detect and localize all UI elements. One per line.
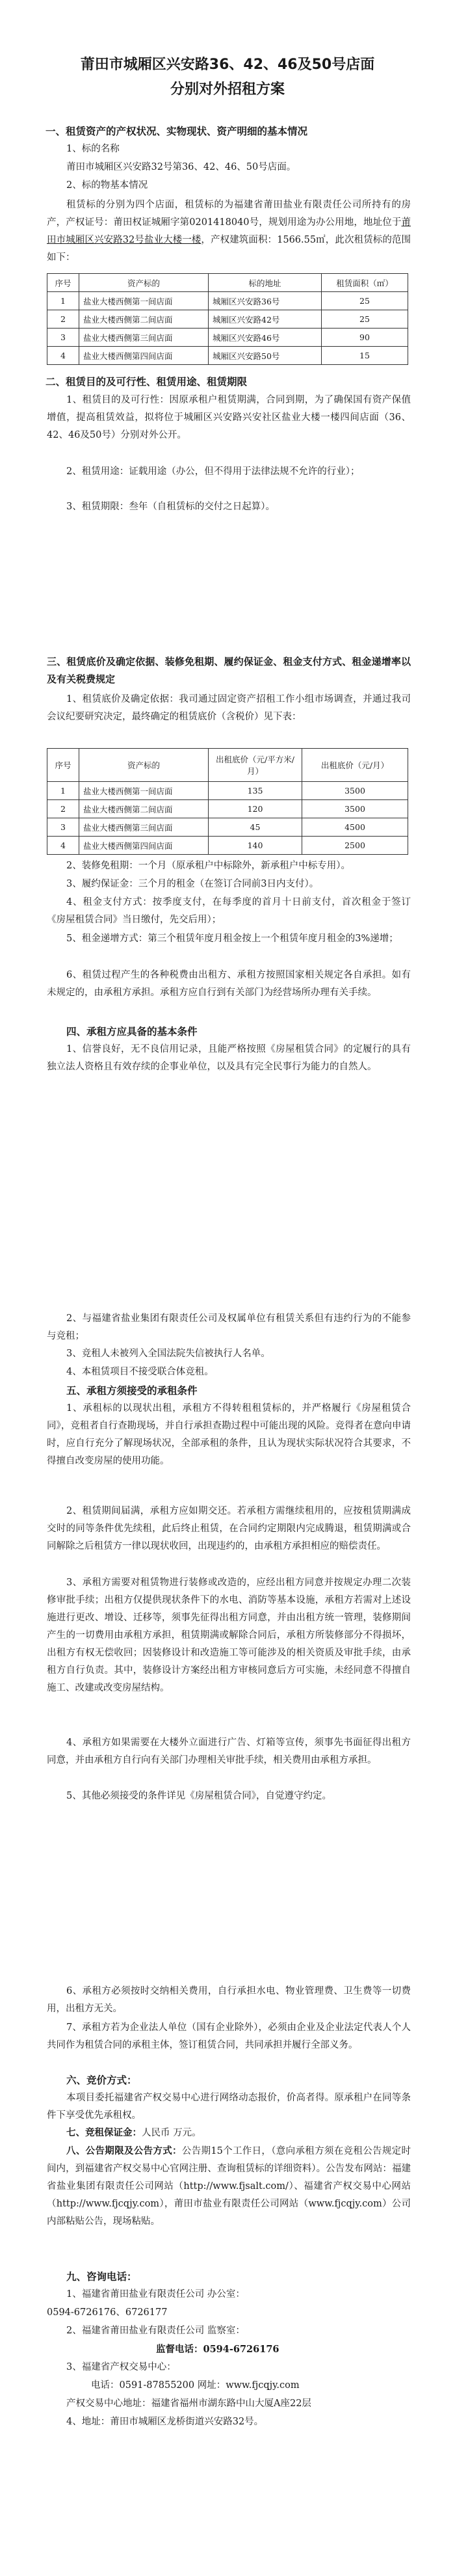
section-8-text: 八、公告期限及公告方式：公告期15个工作日，（意向承租方须在竞租公告规定时间内，到福建省产权交易中心官网注册、查询租赁标的详细资料）。公告发布网站：福建省盐业集团有限责任公司网站（http://www.fjsalt.com/）、福建省产权交易中心网站（http://www.fjcqjy.com），莆田市盐业有限责任公司网站（www.fjcqjy.com）公司内部粘贴公告，现场粘贴。 bbox=[47, 2146, 411, 2227]
table-row: 2 盐业大楼西侧第二间店面 城厢区兴安路42号 25 bbox=[47, 310, 408, 329]
contact-2: 2、福建省莆田盐业有限责任公司 监察室： bbox=[66, 2326, 245, 2336]
asset-table bbox=[47, 273, 408, 365]
section-1-sub-1: 1、标的名称 bbox=[66, 144, 120, 154]
section-3-heading: 三、租赁底价及确定依据、装修免租期、履约保证金、租金支付方式、租金递增率以及有关税费规定 bbox=[47, 656, 411, 685]
section-4-text-4: 4、本租赁项目不接受联合体竞租。 bbox=[66, 1367, 214, 1377]
contact-1-phone: 0594-6726176、6726177 bbox=[47, 2307, 168, 2318]
section-5-heading: 五、承租方须接受的承租条件 bbox=[66, 1385, 198, 1397]
section-3-text-1: 1、租赁底价及确定依据：我司通过固定资产招租工作小组市场调查，并通过我司会议纪要研究决定，最终确定的租赁底价（含税价）见下表： bbox=[47, 694, 411, 722]
section-4-text-3: 3、竞租人未被列入全国法院失信被执行人名单。 bbox=[66, 1348, 270, 1359]
document-title-line-2: 分别对外招租方案 bbox=[170, 81, 285, 98]
section-1-text-1: 莆田市城厢区兴安路32号第36、42、46、50号店面。 bbox=[66, 162, 296, 172]
section-3-text-5: 5、租金递增方式：第三个租赁年度月租金按上一个租赁年度月租金的3%递增； bbox=[66, 933, 398, 944]
section-1-text-2: 租赁标的分别为四个店面，租赁标的为福建省莆田盐业有限责任公司所持有的房产，产权证号：莆田权证城厢字第0201418040号，规划用途为办公用地，地址位于莆田市城厢区兴安路32号盐业大楼一楼，产权建筑面积：1566.55㎡，此次租赁标的范围如下： bbox=[47, 200, 411, 263]
section-2-text-1: 1、租赁目的及可行性：因原承租户租赁期满，合同到期，为了确保国有资产保值增值，提高租赁效益，拟将位于城厢区兴安路兴安社区盐业大楼一楼四间店面（36、42、46及50号）分别对外公开。 bbox=[47, 395, 411, 440]
section-3-text-4: 4、租金支付方式：按季度支付，在每季度的首月十日前支付，首次租金于签订《房屋租赁合同》当日缴付，先交后用）； bbox=[47, 897, 411, 925]
contact-4: 4、地址：莆田市城厢区龙桥街道兴安路32号。 bbox=[66, 2417, 264, 2427]
section-5-text-7: 7、承租方若为企业法人单位（国有企业除外），必须由企业及企业法定代表人个人共同作为租赁合同的承租主体，签订租赁合同，共同承担并履行全部义务。 bbox=[47, 2022, 411, 2050]
section-4-text-1: 1、信誉良好，无不良信用记录，且能严格按照《房屋租赁合同》的定履行的具有独立法人资格且有效存续的企事业单位，以及具有完全民事行为能力的自然人。 bbox=[47, 1044, 411, 1072]
section-4-text-2: 2、与福建省盐业集团有限责任公司及权属单位有租赁关系但有违约行为的不能参与竞租； bbox=[47, 1313, 411, 1341]
section-5-text-1: 1、承租标的以现状出租，承租方不得转租租赁标的，并严格履行《房屋租赁合同》，竞租者自行查勘现场，并自行承担查勘过程中可能出现的风险。竞得者在意向申请时，应自行充分了解现场状况，全部承租的条件，且认为现状实际状况符合其要求，不得擅自改变房屋的使用功能。 bbox=[47, 1403, 411, 1466]
table-row: 4 盐业大楼西侧第四间店面 140 2500 bbox=[47, 837, 408, 855]
section-2-text-3: 3、租赁期限：叁年（自租赁标的交付之日起算）。 bbox=[66, 502, 275, 512]
table-row: 3 盐业大楼西侧第三间店面 城厢区兴安路46号 90 bbox=[47, 329, 408, 347]
section-5-text-4: 4、承租方如果需要在大楼外立面进行广告、灯箱等宣传，须事先书面征得出租方同意，并由承租方自行向有关部门办理相关审批手续，相关费用由承租方承担。 bbox=[47, 1737, 411, 1765]
contact-3: 3、福建省产权交易中心： bbox=[66, 2362, 176, 2372]
section-7-heading: 七、竞租保证金： bbox=[66, 2128, 142, 2138]
table-row: 1 盐业大楼西侧第一间店面 城厢区兴安路36号 25 bbox=[47, 292, 408, 310]
section-1-sub-2: 2、标的物基本情况 bbox=[66, 180, 148, 191]
contact-3-address: 产权交易中心地址：福建省福州市湖东路中山大厦A座22层 bbox=[66, 2398, 311, 2409]
asset-table-header: 序号 资产标的 标的地址 租赁面积（㎡） bbox=[47, 274, 408, 292]
section-7-line bbox=[66, 2125, 202, 2142]
section-7-text: 人民币 万元。 bbox=[142, 2128, 202, 2138]
section-9-heading: 九、咨询电话： bbox=[66, 2271, 137, 2283]
document-title-line-1: 莆田市城厢区兴安路36、42、46及50号店面 bbox=[80, 57, 375, 73]
section-4-heading: 四、承租方应具备的基本条件 bbox=[66, 1026, 198, 1038]
section-2-text-2: 2、租赁用途：证载用途（办公，但不得用于法律法规不允许的行业）； bbox=[66, 466, 360, 477]
section-5-text-2: 2、租赁期间届满，承租方应如期交还。若承租方需继续租用的，应按租赁期满成交时的同等条件优先续租，此后终止租赁，在合同约定期限内完成腾退，租赁期满或合同解除之后租赁方一律以现状收回，出现违约的，由承租方承担相应的赔偿责任。 bbox=[47, 1506, 411, 1551]
section-3-text-2: 2、装修免租期：一个月（原承租户中标除外，新承租户中标专用）。 bbox=[66, 861, 350, 871]
section-5-text-3: 3、承租方需要对租赁物进行装修或改造的，应经出租方同意并按规定办理二次装修审批手续；出租方仅提供现状条件下的水电、消防等基本设施，承租方若需对上述设施进行更改、增设、迁移等，须事先征得出租方同意，并由出租方统一管理，装修期间产生的一切费用由承租方承担，租赁期满或解除合同后，承租方所装修部分不得损坏，出租方有权无偿收回；因装修设计和改造施工等可能涉及的相关资质及审批手续，由承租方自行负责。其中，装修设计方案经出租方审核同意后方可实施，未经同意不得擅自施工、改建或改变房屋结构。 bbox=[47, 1577, 411, 1693]
section-5-text-6: 6、承租方必须按时交纳相关费用，自行承担水电、物业管理费、卫生费等一切费用，出租方无关。 bbox=[47, 1986, 411, 2014]
section-5-text-5: 5、其他必须接受的条件详见《房屋租赁合同》，自觉遵守约定。 bbox=[66, 1791, 332, 1801]
section-6-text: 本项目委托福建省产权交易中心进行网络动态报价，价高者得。原承租户在同等条件下享受优先承租权。 bbox=[47, 2093, 411, 2121]
contact-2-phone: 监督电话：0594-6726176 bbox=[156, 2344, 280, 2355]
section-2-heading: 二、租赁目的及可行性、租赁用途、租赁期限 bbox=[46, 376, 248, 388]
contact-3-phone: 电话：0591-87855200 网址：www.fjcqjy.com bbox=[91, 2380, 300, 2391]
section-1-heading: 一、租赁资产的产权状况、实物现状、资产明细的基本情况 bbox=[46, 126, 308, 137]
table-row: 1 盐业大楼西侧第一间店面 135 3500 bbox=[47, 782, 408, 800]
table-row: 2 盐业大楼西侧第二间店面 120 3500 bbox=[47, 800, 408, 818]
section-3-text-3: 3、履约保证金：三个月的租金（在签订合同前3日内支付）。 bbox=[66, 879, 319, 889]
section-3-text-6: 6、租赁过程产生的各种税费由出租方、承租方按照国家相关规定各自承担。如有未规定的，由承租方承担。承租方应自行到有关部门为经营场所办理有关手续。 bbox=[47, 970, 411, 998]
section-8-heading: 八、公告期限及公告方式： bbox=[66, 2146, 182, 2156]
section-6-heading: 六、竞价方式： bbox=[66, 2074, 137, 2086]
price-table-header: 序号 资产标的 出租底价（元/平方米/月） 出租底价（元/月） bbox=[47, 749, 408, 782]
table-row: 3 盐业大楼西侧第三间店面 45 4500 bbox=[47, 818, 408, 837]
contact-1: 1、福建省莆田盐业有限责任公司 办公室： bbox=[66, 2289, 245, 2300]
table-row: 4 盐业大楼西侧第四间店面 城厢区兴安路50号 15 bbox=[47, 347, 408, 365]
price-table bbox=[47, 748, 408, 855]
